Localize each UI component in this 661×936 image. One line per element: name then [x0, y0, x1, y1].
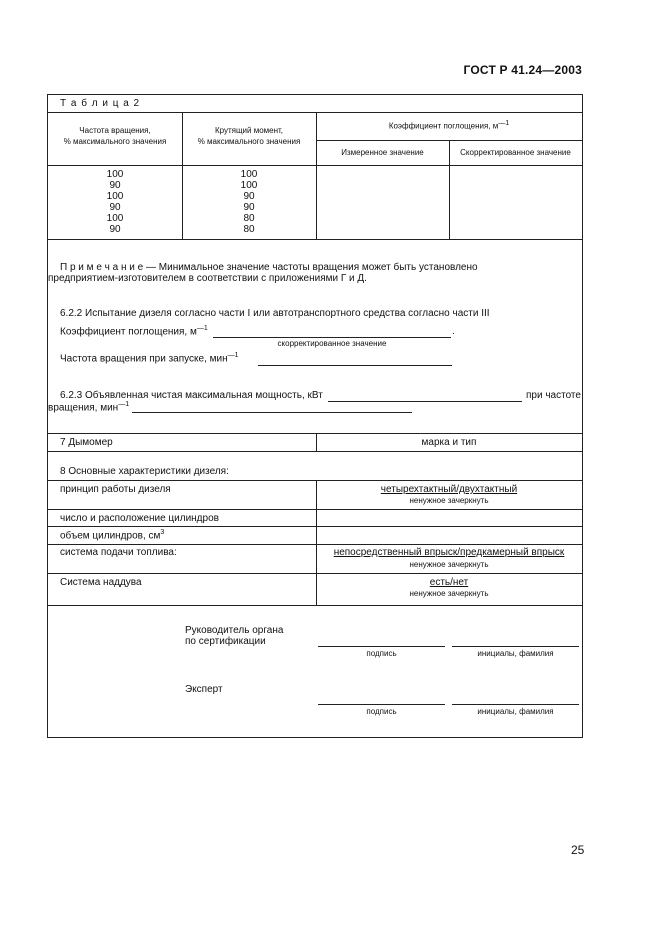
- fuel-system-hint: ненужное зачеркнуть: [409, 560, 489, 569]
- torque-value: 80: [243, 224, 255, 235]
- torque-value: 100: [240, 180, 258, 191]
- rotation-speed-label: вращения, мин$^{—1}$: [48, 401, 130, 414]
- start-speed-field[interactable]: [258, 365, 452, 366]
- col-absorption-header: Коэффициент поглощения, $м^{—1}$: [388, 120, 510, 131]
- note-line1: П р и м е ч а н и е — Минимальное значение частоты вращения может быть установлено: [60, 262, 478, 273]
- speed-value: 90: [109, 224, 121, 235]
- divider: [48, 112, 582, 113]
- engine-principle-value[interactable]: четырехтактный/двухтактный: [380, 484, 518, 495]
- divider: [48, 165, 582, 166]
- head-name-field[interactable]: [452, 646, 579, 647]
- divider: [48, 239, 582, 240]
- start-speed-label: Частота вращения при запуске, мин$^{—1}$: [60, 352, 239, 365]
- engine-principle-label: принцип работы дизеля: [60, 484, 171, 495]
- expert-name-field[interactable]: [452, 704, 579, 705]
- section-622-title: 6.2.2 Испытание дизеля согласно части I или автотранспортного средства согласно части III: [60, 308, 490, 319]
- speed-value: 100: [106, 191, 124, 202]
- head-signature-field[interactable]: [318, 646, 445, 647]
- head-of-body-line2: по сертификации: [185, 636, 266, 647]
- col-measured-header: Измеренное значение: [341, 148, 424, 157]
- divider: [48, 526, 582, 527]
- signature-caption: подпись: [366, 707, 397, 716]
- section-623-label: 6.2.3 Объявленная чистая максимальная мощность, кВт: [60, 390, 323, 401]
- divider: [48, 605, 582, 606]
- smokemeter-label: 7 Дымомер: [60, 437, 113, 448]
- fuel-system-value[interactable]: непосредственный впрыск/предкамерный впрыск: [333, 547, 565, 558]
- page-number: 25: [571, 843, 585, 857]
- absorption-coef-caption: скорректированное значение: [277, 339, 387, 348]
- torque-value: 90: [243, 202, 255, 213]
- speed-value: 100: [106, 213, 124, 224]
- divider: [316, 140, 582, 141]
- document-code: ГОСТ Р 41.24—2003: [463, 63, 582, 77]
- name-caption: инициалы, фамилия: [477, 649, 554, 658]
- section-8-title: 8 Основные характеристики дизеля:: [60, 466, 229, 477]
- cylinder-volume-label: объем цилиндров, $см^3$: [60, 529, 165, 542]
- head-of-body-line1: Руководитель органа: [185, 625, 284, 636]
- rotation-speed-field[interactable]: [132, 412, 412, 413]
- turbo-label: Система наддува: [60, 577, 142, 588]
- section-623-tail: при частоте: [526, 390, 581, 401]
- divider: [48, 509, 582, 510]
- signature-caption: подпись: [366, 649, 397, 658]
- name-caption: инициалы, фамилия: [477, 707, 554, 716]
- cylinders-label: число и расположение цилиндров: [60, 513, 219, 524]
- expert-label: Эксперт: [185, 684, 223, 695]
- divider: [48, 433, 582, 434]
- col-speed-header-line1: Частота вращения,: [79, 126, 151, 135]
- turbo-hint: ненужное зачеркнуть: [409, 589, 489, 598]
- turbo-value[interactable]: есть/нет: [429, 577, 469, 588]
- torque-value: 80: [243, 213, 255, 224]
- speed-value: 90: [109, 180, 121, 191]
- engine-principle-hint: ненужное зачеркнуть: [409, 496, 489, 505]
- absorption-coef-field[interactable]: [213, 337, 451, 338]
- divider: [48, 451, 582, 452]
- col-corrected-header: Скорректированное значение: [460, 148, 571, 157]
- period: .: [452, 326, 455, 337]
- fuel-system-label: система подачи топлива:: [60, 547, 177, 558]
- col-torque-header-line1: Крутящий момент,: [214, 126, 284, 135]
- form-frame: [47, 94, 583, 738]
- divider: [48, 544, 582, 545]
- col-speed-header-line2: % максимального значения: [63, 137, 167, 146]
- torque-value: 100: [240, 169, 258, 180]
- note-line2: предприятием-изготовителем в соответствии с приложениями Г и Д.: [48, 273, 367, 284]
- max-power-field[interactable]: [328, 401, 522, 402]
- expert-signature-field[interactable]: [318, 704, 445, 705]
- table-title: Т а б л и ц а 2: [60, 98, 141, 109]
- speed-value: 90: [109, 202, 121, 213]
- speed-value: 100: [106, 169, 124, 180]
- smokemeter-value: марка и тип: [421, 437, 477, 448]
- divider: [48, 480, 582, 481]
- col-torque-header-line2: % максимального значения: [197, 137, 301, 146]
- torque-value: 90: [243, 191, 255, 202]
- divider: [48, 573, 582, 574]
- absorption-coef-label: Коэффициент поглощения, $м^{—1}$: [60, 325, 208, 338]
- divider: [316, 112, 317, 239]
